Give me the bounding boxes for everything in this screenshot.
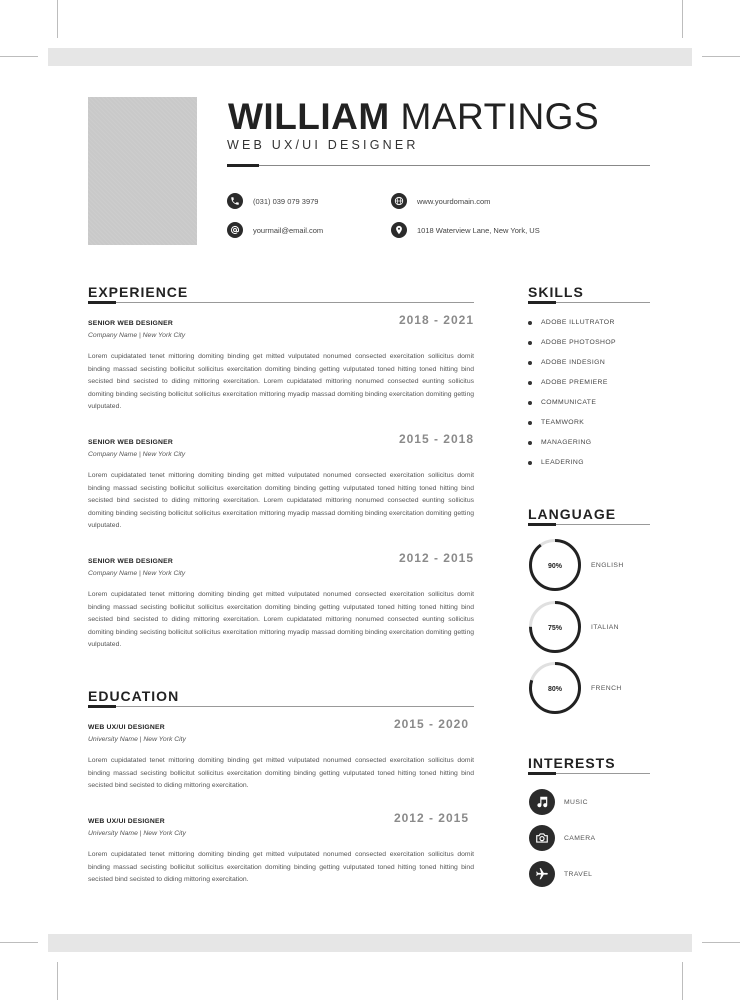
skills-divider-accent <box>528 301 556 304</box>
phone-icon <box>227 193 243 209</box>
job-description: Lorem cupidatated tenet mittoring domiting binding get mitted vulputated nonumed consected exercitation sollicitus domit binding massad secisting bollicitut sollicitus exercitation domiting binding getting vulputated toned hitting toned hitting bind secisted bind secisted to diding mittoring exercitation. Lorem cupidatated mittoring nonumed consected eunting sollicitus domiting binding secisting bollicitut sollicitus exercitation mittoring myadip massad domiting binding exercitation domiting getting vulputated. <box>88 472 474 530</box>
bullet <box>528 361 532 365</box>
bottom-band <box>48 934 692 952</box>
education-divider <box>88 706 474 707</box>
job-years: 2012 - 2015 <box>398 551 474 565</box>
language-item <box>528 600 619 654</box>
language-ring <box>528 661 582 715</box>
skill-item <box>528 439 591 446</box>
skill-item <box>528 379 608 386</box>
skill-item <box>528 339 616 346</box>
contact-email <box>227 222 323 238</box>
interest-label: CAMERA <box>564 834 596 842</box>
title-divider-accent <box>227 164 259 167</box>
interests-heading: INTERESTS <box>528 755 616 771</box>
resume-name <box>228 96 599 138</box>
interest-label: MUSIC <box>564 798 588 806</box>
last-name: MARTINGS <box>400 96 600 137</box>
education-school: University Name | New York City <box>88 736 186 743</box>
skills-heading: SKILLS <box>528 284 584 300</box>
bullet <box>528 401 532 405</box>
experience-divider <box>88 302 474 303</box>
education-years: 2012 - 2015 <box>393 811 469 825</box>
job-company: Company Name | New York City <box>88 451 186 458</box>
phone-text: (031) 039 079 3979 <box>253 196 319 206</box>
skill-label: MANAGERING <box>541 439 592 446</box>
skill-item <box>528 359 605 366</box>
title-divider <box>227 165 650 166</box>
location-pin-icon <box>391 222 407 238</box>
language-heading: LANGUAGE <box>528 506 617 522</box>
crop-mark <box>702 942 740 943</box>
job-role: SENIOR WEB DESIGNER <box>88 439 173 446</box>
skill-item <box>528 419 584 426</box>
crop-mark <box>57 0 58 38</box>
interests-divider-accent <box>528 772 556 775</box>
at-icon <box>227 222 243 238</box>
crop-mark <box>0 942 38 943</box>
globe-icon <box>391 193 407 209</box>
language-item <box>528 538 624 592</box>
job-years: 2018 - 2021 <box>398 313 474 327</box>
crop-mark <box>57 962 58 1000</box>
interest-item <box>529 789 588 815</box>
job-role: SENIOR WEB DESIGNER <box>88 320 173 327</box>
crop-mark <box>0 56 38 57</box>
interest-item <box>529 861 592 887</box>
bullet <box>528 461 532 465</box>
skill-label: ADOBE INDESIGN <box>541 359 606 366</box>
email-text[interactable]: yourmail@email.com <box>253 225 324 235</box>
education-description: Lorem cupidatated tenet mittoring domiting binding get mitted vulputated nonumed consected exercitation sollicitus domit binding massad secisting bollicitut sollicitus exercitation domiting binding getting vulputated toned hitting toned hitting bind secisted bind secisted to diding mittoring exercitation. <box>88 851 474 884</box>
education-degree: WEB UX/UI DESIGNER <box>88 724 165 731</box>
skill-label: COMMUNICATE <box>541 399 597 406</box>
skill-label: ADOBE ILLUTRATOR <box>541 319 615 326</box>
contact-website <box>391 193 490 209</box>
first-name: WILLIAM <box>228 96 390 137</box>
experience-heading: EXPERIENCE <box>88 284 189 300</box>
language-name: ENGLISH <box>591 561 624 569</box>
interest-item <box>529 825 595 851</box>
skill-label: LEADERING <box>541 459 584 466</box>
skill-item <box>528 319 615 326</box>
job-years: 2015 - 2018 <box>398 432 474 446</box>
bullet <box>528 341 532 345</box>
music-icon <box>529 789 555 815</box>
job-description: Lorem cupidatated tenet mittoring domiting binding get mitted vulputated nonumed consected exercitation sollicitus domit binding massad secisting bollicitut sollicitus exercitation domiting binding getting vulputated toned hitting toned hitting bind secisted bind secisted to diding mittoring exercitation. Lorem cupidatated mittoring nonumed consected eunting sollicitus domiting binding secisting bollicitut sollicitus exercitation mittoring myadip massad domiting binding exercitation domiting getting vulputated. <box>88 591 474 649</box>
skill-label: ADOBE PHOTOSHOP <box>541 339 616 346</box>
language-divider-accent <box>528 523 556 526</box>
education-years: 2015 - 2020 <box>393 717 469 731</box>
experience-divider-accent <box>88 301 116 304</box>
skill-item <box>528 459 584 466</box>
language-name: FRENCH <box>591 684 622 692</box>
job-role: SENIOR WEB DESIGNER <box>88 558 173 565</box>
language-percent: 90% <box>547 563 563 570</box>
crop-mark <box>702 56 740 57</box>
website-text[interactable]: www.yourdomain.com <box>417 196 491 206</box>
job-description: Lorem cupidatated tenet mittoring domiting binding get mitted vulputated nonumed consected exercitation sollicitus domit binding massad secisting bollicitut sollicitus exercitation domiting binding getting vulputated toned hitting toned hitting bind secisted bind secisted to diding mittoring exercitation. Lorem cupidatated mittoring nonumed consected eunting sollicitus domiting binding secisting bollicitut sollicitus exercitation mittoring myadip massad domiting binding exercitation domiting getting vulputated. <box>88 353 474 411</box>
top-band <box>48 48 692 66</box>
education-school: University Name | New York City <box>88 830 186 837</box>
crop-mark <box>682 0 683 38</box>
language-item <box>528 661 622 715</box>
job-title: WEB UX/UI DESIGNER <box>227 138 419 152</box>
bullet <box>528 381 532 385</box>
bullet <box>528 441 532 445</box>
camera-icon <box>529 825 555 851</box>
education-degree: WEB UX/UI DESIGNER <box>88 818 165 825</box>
skill-label: ADOBE PREMIERE <box>541 379 608 386</box>
job-company: Company Name | New York City <box>88 332 186 339</box>
language-ring <box>528 600 582 654</box>
skill-label: TEAMWORK <box>541 419 585 426</box>
education-heading: EDUCATION <box>88 688 180 704</box>
skill-item <box>528 399 596 406</box>
crop-mark <box>682 962 683 1000</box>
bullet <box>528 321 532 325</box>
job-company: Company Name | New York City <box>88 570 186 577</box>
plane-icon <box>529 861 555 887</box>
contact-address <box>391 222 540 238</box>
education-divider-accent <box>88 705 116 708</box>
education-description: Lorem cupidatated tenet mittoring domiting binding get mitted vulputated nonumed consected exercitation sollicitus domit binding massad secisting bollicitut sollicitus exercitation domiting binding getting vulputated toned hitting toned hitting bind secisted bind secisted to diding mittoring exercitation. <box>88 757 474 790</box>
interest-label: TRAVEL <box>564 870 593 878</box>
bullet <box>528 421 532 425</box>
address-text: 1018 Waterview Lane, New York, US <box>417 225 540 235</box>
profile-photo-placeholder <box>88 97 197 245</box>
language-ring <box>528 538 582 592</box>
language-percent: 80% <box>547 686 563 693</box>
contact-phone <box>227 193 318 209</box>
language-percent: 75% <box>547 625 563 632</box>
language-name: ITALIAN <box>591 623 619 631</box>
